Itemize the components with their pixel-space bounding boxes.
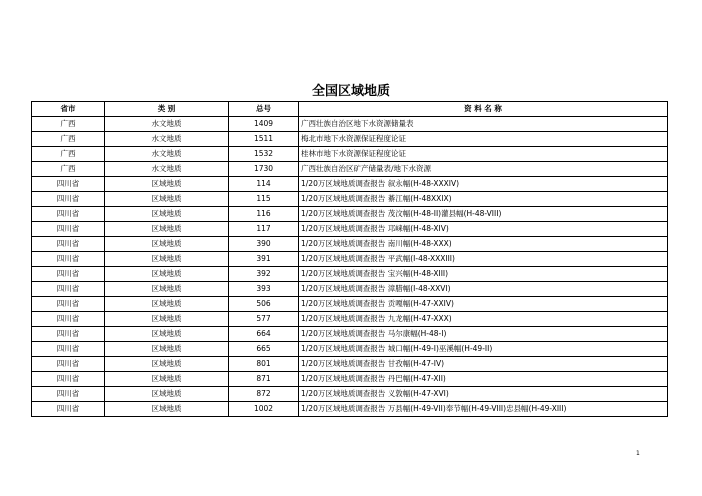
cell-province: 四川省 (32, 237, 105, 252)
page-number: 1 (636, 450, 640, 457)
cell-province: 四川省 (32, 177, 105, 192)
cell-category: 区域地质 (105, 402, 229, 417)
cell-name: 广西壮族自治区矿产储量表/地下水资源 (299, 162, 668, 177)
cell-number: 872 (229, 387, 299, 402)
table-row (32, 372, 668, 387)
cell-category: 区域地质 (105, 177, 229, 192)
cell-province: 四川省 (32, 357, 105, 372)
cell-name: 1/20万区域地质调查报告 南川幅(H-48-XXX) (299, 237, 668, 252)
cell-name: 1/20万区域地质调查报告 叙永幅(H-48-XXXIV) (299, 177, 668, 192)
table-row (32, 342, 668, 357)
cell-province: 广西 (32, 147, 105, 162)
cell-name: 1/20万区域地质调查报告 贡嘎幅(H-47-XXIV) (299, 297, 668, 312)
cell-number: 801 (229, 357, 299, 372)
header-name: 资 料 名 称 (299, 102, 668, 117)
table-row (32, 237, 668, 252)
cell-category: 区域地质 (105, 237, 229, 252)
table-row (32, 402, 668, 417)
table-row (32, 147, 668, 162)
cell-province: 广西 (32, 132, 105, 147)
table-row (32, 327, 668, 342)
table-row (32, 162, 668, 177)
cell-category: 水文地质 (105, 132, 229, 147)
cell-name: 桂林市地下水资源保证程度论证 (299, 147, 668, 162)
cell-number: 1730 (229, 162, 299, 177)
cell-category: 区域地质 (105, 207, 229, 222)
cell-number: 871 (229, 372, 299, 387)
cell-province: 四川省 (32, 267, 105, 282)
cell-category: 区域地质 (105, 222, 229, 237)
document-title: 全国区域地质 (311, 84, 390, 99)
cell-province: 四川省 (32, 252, 105, 267)
cell-name: 梅北市地下水资源保证程度论证 (299, 132, 668, 147)
table-row (32, 117, 668, 132)
cell-name: 1/20万区域地质调查报告 马尔康幅(H-48-I) (299, 327, 668, 342)
cell-number: 1511 (229, 132, 299, 147)
cell-province: 四川省 (32, 372, 105, 387)
cell-number: 391 (229, 252, 299, 267)
table-row (32, 222, 668, 237)
header-number: 总号 (229, 102, 299, 117)
cell-name: 1/20万区域地质调查报告 城口幅(H-49-I)巫溪幅(H-49-II) (299, 342, 668, 357)
cell-name: 1/20万区域地质调查报告 义敦幅(H-47-XVI) (299, 387, 668, 402)
cell-category: 区域地质 (105, 372, 229, 387)
cell-number: 392 (229, 267, 299, 282)
cell-category: 区域地质 (105, 357, 229, 372)
cell-number: 1002 (229, 402, 299, 417)
cell-number: 114 (229, 177, 299, 192)
table-row (32, 177, 668, 192)
cell-number: 393 (229, 282, 299, 297)
cell-category: 区域地质 (105, 192, 229, 207)
cell-province: 四川省 (32, 297, 105, 312)
cell-number: 116 (229, 207, 299, 222)
table-row (32, 282, 668, 297)
table-row (32, 387, 668, 402)
cell-category: 区域地质 (105, 387, 229, 402)
cell-number: 115 (229, 192, 299, 207)
cell-category: 水文地质 (105, 117, 229, 132)
data-table (31, 101, 668, 417)
header-category: 类 别 (105, 102, 229, 117)
cell-province: 四川省 (32, 192, 105, 207)
cell-name: 1/20万区域地质调查报告 九龙幅(H-47-XXX) (299, 312, 668, 327)
cell-number: 506 (229, 297, 299, 312)
cell-category: 区域地质 (105, 267, 229, 282)
table-row (32, 312, 668, 327)
cell-province: 四川省 (32, 312, 105, 327)
cell-number: 1409 (229, 117, 299, 132)
table-row (32, 297, 668, 312)
cell-province: 广西 (32, 162, 105, 177)
cell-category: 区域地质 (105, 282, 229, 297)
table-row (32, 132, 668, 147)
cell-number: 665 (229, 342, 299, 357)
cell-name: 1/20万区域地质调查报告 万县幅(H-49-VII)奉节幅(H-49-VIII)忠县幅(H-49-XIII) (299, 402, 668, 417)
cell-name: 1/20万区域地质调查报告 宝兴幅(H-48-XIII) (299, 267, 668, 282)
cell-name: 1/20万区域地质调查报告 甘孜幅(H-47-IV) (299, 357, 668, 372)
cell-number: 664 (229, 327, 299, 342)
header-province: 省市 (32, 102, 105, 117)
table-row (32, 357, 668, 372)
table-row (32, 192, 668, 207)
cell-name: 1/20万区域地质调查报告 茂汶幅(H-48-II)灌县幅(H-48-VIII) (299, 207, 668, 222)
cell-province: 广西 (32, 117, 105, 132)
table-row (32, 207, 668, 222)
table-row (32, 252, 668, 267)
cell-category: 区域地质 (105, 297, 229, 312)
table-row (32, 267, 668, 282)
cell-province: 四川省 (32, 327, 105, 342)
cell-name: 1/20万区域地质调查报告 平武幅(I-48-XXXIII) (299, 252, 668, 267)
cell-name: 1/20万区域地质调查报告 邛崃幅(H-48-XIV) (299, 222, 668, 237)
cell-province: 四川省 (32, 387, 105, 402)
cell-category: 区域地质 (105, 312, 229, 327)
cell-province: 四川省 (32, 222, 105, 237)
cell-category: 区域地质 (105, 252, 229, 267)
cell-province: 四川省 (32, 342, 105, 357)
cell-number: 1532 (229, 147, 299, 162)
cell-category: 区域地质 (105, 327, 229, 342)
header-row (32, 102, 668, 117)
cell-name: 1/20万区域地质调查报告 丹巴幅(H-47-XII) (299, 372, 668, 387)
table-body (32, 117, 668, 417)
cell-name: 1/20万区域地质调查报告 漳腊幅(I-48-XXVI) (299, 282, 668, 297)
cell-category: 水文地质 (105, 162, 229, 177)
cell-name: 广西壮族自治区地下水资源储量表 (299, 117, 668, 132)
cell-number: 117 (229, 222, 299, 237)
cell-category: 区域地质 (105, 342, 229, 357)
cell-name: 1/20万区域地质调查报告 綦江幅(H-48XXIX) (299, 192, 668, 207)
cell-number: 390 (229, 237, 299, 252)
cell-province: 四川省 (32, 402, 105, 417)
cell-category: 水文地质 (105, 147, 229, 162)
cell-province: 四川省 (32, 282, 105, 297)
cell-province: 四川省 (32, 207, 105, 222)
cell-number: 577 (229, 312, 299, 327)
